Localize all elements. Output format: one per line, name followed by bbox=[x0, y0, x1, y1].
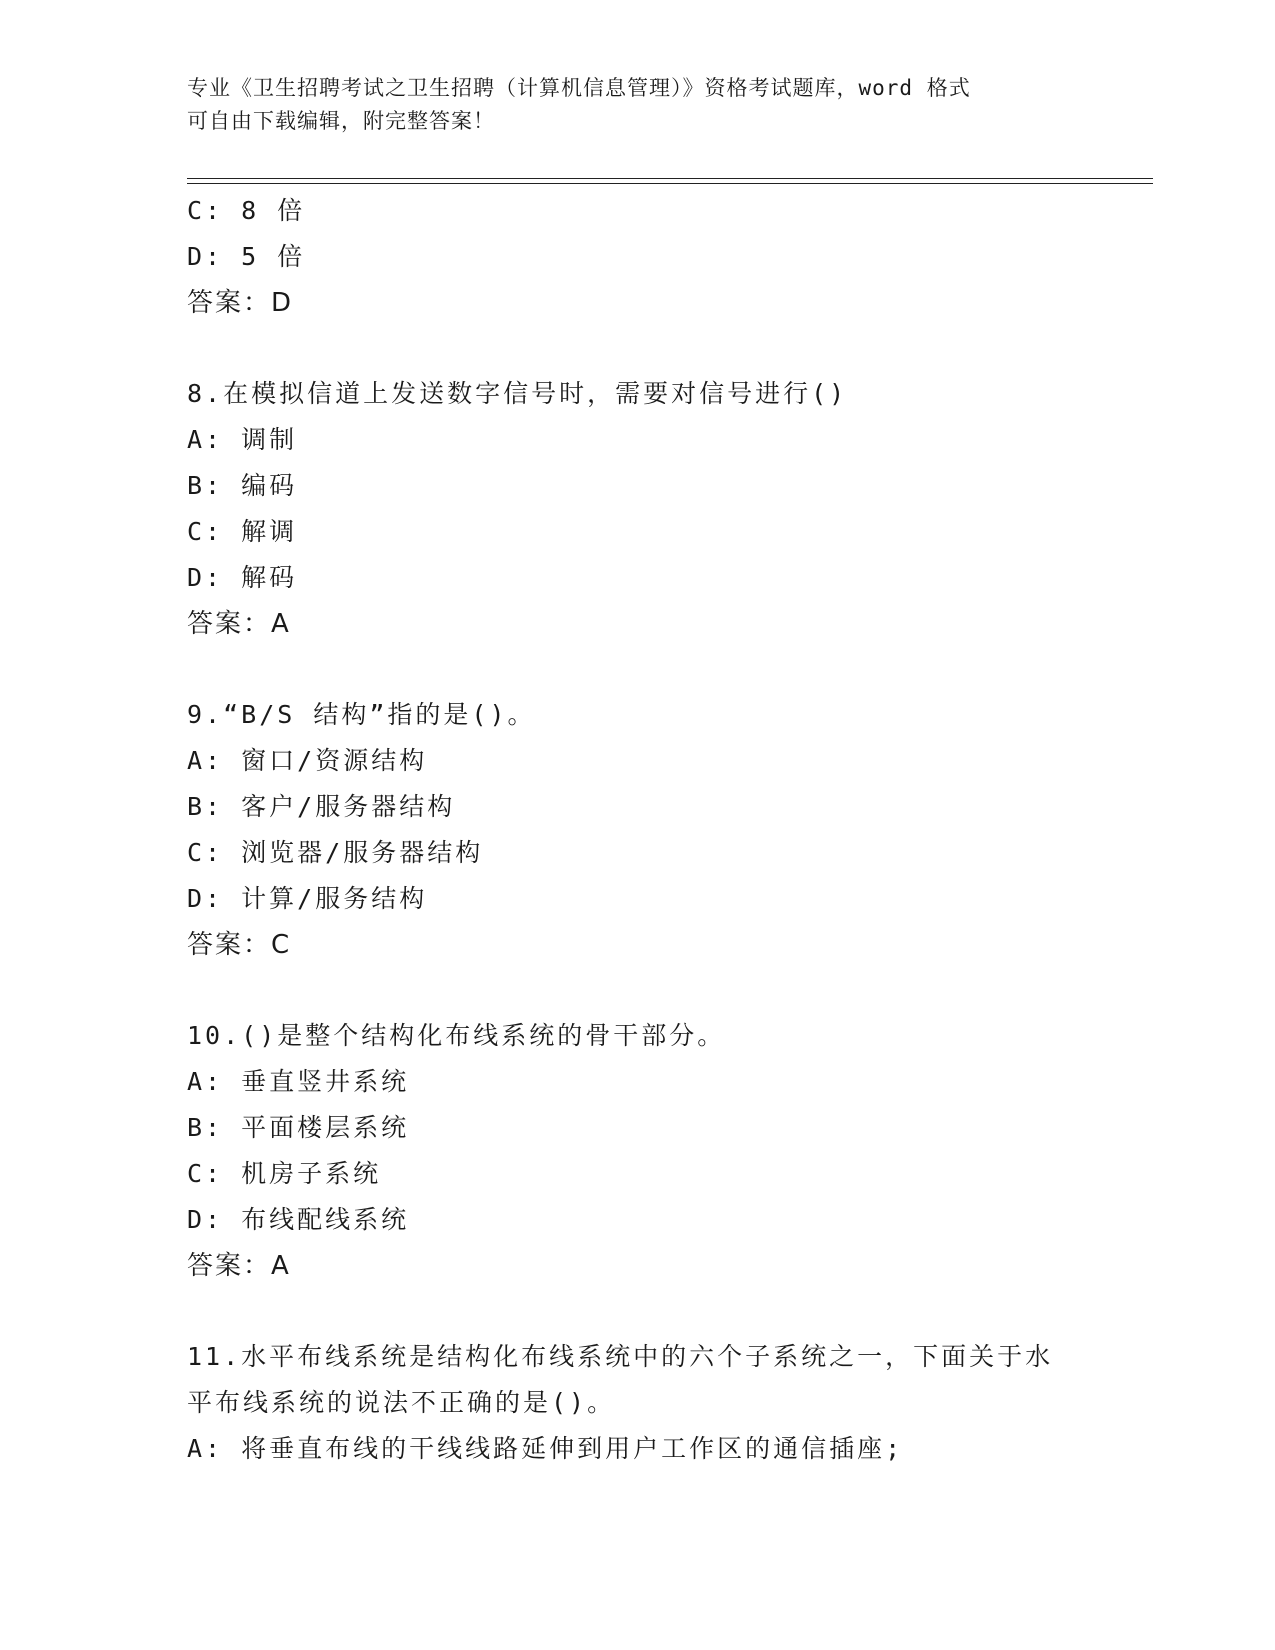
option-text: 客户/服务器结构 bbox=[241, 792, 456, 821]
option-a bbox=[187, 738, 1087, 784]
answer-line: 答案：A bbox=[187, 609, 291, 639]
option-label: B: bbox=[187, 1113, 224, 1142]
answer-line: 答案：D bbox=[187, 288, 294, 318]
option-text: 解调 bbox=[241, 517, 298, 546]
option-label: C: bbox=[187, 196, 224, 225]
option-label: C: bbox=[187, 1159, 224, 1188]
question-7-continued bbox=[187, 188, 1087, 326]
question-stem: 8.在模拟信道上发送数字信号时，需要对信号进行() bbox=[187, 379, 848, 408]
option-text: 窗口/资源结构 bbox=[241, 746, 428, 775]
option-label: A: bbox=[187, 1067, 224, 1096]
option-text: 解码 bbox=[241, 563, 298, 592]
option-a bbox=[187, 1426, 1087, 1472]
option-label: C: bbox=[187, 838, 224, 867]
option-a bbox=[187, 1059, 1087, 1105]
document-header bbox=[187, 72, 1067, 138]
option-text: 垂直竖井系统 bbox=[241, 1067, 410, 1096]
option-text: 编码 bbox=[241, 471, 298, 500]
option-text: 调制 bbox=[241, 425, 298, 454]
option-text: 5 倍 bbox=[241, 242, 306, 271]
option-text: 浏览器/服务器结构 bbox=[241, 838, 484, 867]
option-label: D: bbox=[187, 242, 224, 271]
question-11 bbox=[187, 1334, 1087, 1472]
option-d bbox=[187, 234, 1087, 280]
question-stem: 10.()是整个结构化布线系统的骨干部分。 bbox=[187, 1021, 726, 1050]
header-divider-top bbox=[187, 178, 1153, 179]
option-c bbox=[187, 188, 1087, 234]
option-label: B: bbox=[187, 792, 224, 821]
option-text: 布线配线系统 bbox=[241, 1205, 410, 1234]
option-d bbox=[187, 1197, 1087, 1243]
option-c bbox=[187, 830, 1087, 876]
option-label: D: bbox=[187, 884, 224, 913]
question-10 bbox=[187, 1013, 1087, 1289]
option-b bbox=[187, 784, 1087, 830]
question-list bbox=[187, 188, 1087, 1472]
question-9 bbox=[187, 692, 1087, 968]
option-c bbox=[187, 1151, 1087, 1197]
option-text: 机房子系统 bbox=[241, 1159, 382, 1188]
question-8 bbox=[187, 371, 1087, 647]
option-text: 平面楼层系统 bbox=[241, 1113, 410, 1142]
option-text: 将垂直布线的干线线路延伸到用户工作区的通信插座; bbox=[241, 1434, 904, 1463]
question-stem-line-2: 平布线系统的说法不正确的是()。 bbox=[187, 1388, 616, 1417]
option-label: A: bbox=[187, 746, 224, 775]
question-stem: 9.“B/S 结构”指的是()。 bbox=[187, 700, 536, 729]
option-d bbox=[187, 555, 1087, 601]
option-label: D: bbox=[187, 1205, 224, 1234]
answer-line: 答案：A bbox=[187, 1251, 291, 1281]
option-b bbox=[187, 1105, 1087, 1151]
option-label: C: bbox=[187, 517, 224, 546]
option-label: A: bbox=[187, 425, 224, 454]
header-line-2: 可自由下载编辑，附完整答案！ bbox=[187, 109, 495, 133]
option-label: A: bbox=[187, 1434, 224, 1463]
option-c bbox=[187, 509, 1087, 555]
option-text: 8 倍 bbox=[241, 196, 306, 225]
option-d bbox=[187, 876, 1087, 922]
question-stem-line-1: 11.水平布线系统是结构化布线系统中的六个子系统之一，下面关于水 bbox=[187, 1342, 1054, 1371]
option-b bbox=[187, 463, 1087, 509]
option-label: D: bbox=[187, 563, 224, 592]
option-label: B: bbox=[187, 471, 224, 500]
header-divider-bottom bbox=[187, 183, 1153, 184]
option-a bbox=[187, 417, 1087, 463]
answer-line: 答案：C bbox=[187, 930, 292, 960]
option-text: 计算/服务结构 bbox=[241, 884, 428, 913]
header-line-1: 专业《卫生招聘考试之卫生招聘（计算机信息管理）》资格考试题库，word 格式 bbox=[187, 76, 971, 100]
